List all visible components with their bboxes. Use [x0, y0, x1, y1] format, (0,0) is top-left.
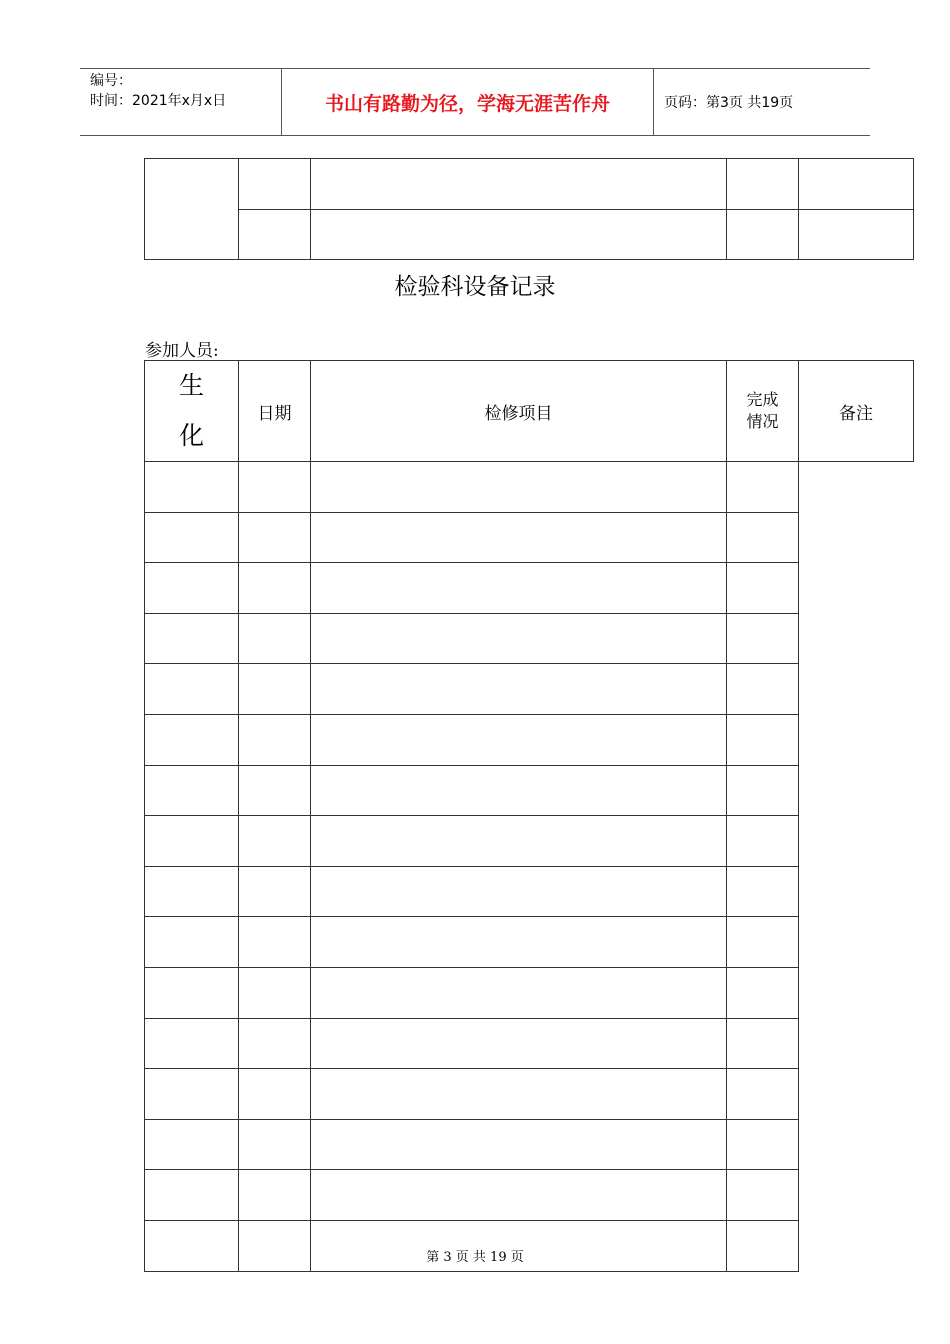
- page-footer: 第 3 页 共 19 页: [426, 1250, 524, 1265]
- remark-cell: [727, 462, 799, 513]
- item-cell: [239, 917, 311, 968]
- table-row: [145, 664, 914, 715]
- status-cell: [311, 1069, 727, 1120]
- status-cell: [727, 209, 799, 260]
- table-row: [145, 1069, 914, 1120]
- status-cell: [727, 159, 799, 210]
- table-row: [145, 209, 914, 260]
- date-cell: [145, 866, 239, 917]
- remark-cell: [727, 714, 799, 765]
- status-cell: [311, 664, 727, 715]
- date-cell: [145, 462, 239, 513]
- item-cell: [239, 1018, 311, 1069]
- status-cell: [311, 714, 727, 765]
- time-label: 时间：2021年x月x日: [90, 93, 227, 109]
- status-cell: [311, 917, 727, 968]
- remark-cell: [727, 1119, 799, 1170]
- item-cell: [239, 613, 311, 664]
- department-char: 生: [178, 371, 204, 400]
- table-row: [145, 1170, 914, 1221]
- remark-cell: [799, 159, 914, 210]
- table-row: [145, 1018, 914, 1069]
- item-cell: [239, 664, 311, 715]
- remark-cell: [727, 563, 799, 614]
- header-divider: [653, 69, 654, 135]
- date-cell: [145, 563, 239, 614]
- item-cell: [239, 866, 311, 917]
- remark-cell: [727, 967, 799, 1018]
- item-cell: [239, 765, 311, 816]
- date-cell: [145, 917, 239, 968]
- date-cell: [145, 1069, 239, 1120]
- remark-cell: [727, 866, 799, 917]
- remark-cell: [727, 1069, 799, 1120]
- header-page-number: 页码：第3页 共19页: [664, 95, 794, 111]
- item-cell: [239, 816, 311, 867]
- header-meta: [90, 71, 280, 111]
- table-row: [145, 613, 914, 664]
- date-cell: [239, 159, 311, 210]
- status-cell: [311, 1119, 727, 1170]
- header-motto: 书山有路勤为径，学海无涯苦作舟: [324, 93, 610, 115]
- table-row: [145, 765, 914, 816]
- date-cell: [145, 1170, 239, 1221]
- item-cell: [239, 563, 311, 614]
- table-row: [145, 967, 914, 1018]
- status-cell: [311, 512, 727, 563]
- date-cell: [145, 765, 239, 816]
- participants-label: 参加人员:: [145, 341, 219, 361]
- continued-table: [144, 158, 914, 260]
- header-item: 检修项目: [311, 361, 727, 462]
- header-row: [145, 361, 914, 462]
- date-cell: [145, 714, 239, 765]
- remark-cell: [799, 209, 914, 260]
- item-cell: [239, 462, 311, 513]
- department-cell: [145, 159, 239, 260]
- date-cell: [145, 816, 239, 867]
- status-cell: [311, 816, 727, 867]
- item-cell: [239, 714, 311, 765]
- date-cell: [239, 209, 311, 260]
- header-status: [727, 361, 799, 462]
- status-cell: [311, 967, 727, 1018]
- date-cell: [145, 613, 239, 664]
- remark-cell: [727, 512, 799, 563]
- table-row: [145, 1119, 914, 1170]
- date-cell: [145, 967, 239, 1018]
- table-row: [145, 563, 914, 614]
- date-cell: [145, 664, 239, 715]
- document-title: 检验科设备记录: [394, 274, 556, 300]
- status-cell: [311, 462, 727, 513]
- header-status-text: 完成情况: [746, 390, 779, 431]
- table-row: [145, 512, 914, 563]
- table-row: [145, 816, 914, 867]
- department-cell: [145, 361, 239, 462]
- remark-cell: [727, 1170, 799, 1221]
- status-cell: [311, 1170, 727, 1221]
- table-row: [145, 917, 914, 968]
- item-cell: [239, 1069, 311, 1120]
- table-row: [145, 866, 914, 917]
- remark-cell: [727, 765, 799, 816]
- equipment-record-table: [144, 360, 914, 1272]
- date-cell: [145, 1119, 239, 1170]
- status-cell: [311, 866, 727, 917]
- table-row: [145, 159, 914, 210]
- remark-cell: [727, 613, 799, 664]
- participants-blank: [219, 343, 319, 361]
- item-cell: [239, 512, 311, 563]
- status-cell: [311, 1018, 727, 1069]
- page-header: [80, 68, 870, 136]
- header-remark: 备注: [799, 361, 914, 462]
- status-cell: [311, 613, 727, 664]
- remark-cell: [727, 917, 799, 968]
- remark-cell: [727, 664, 799, 715]
- item-cell: [311, 159, 727, 210]
- item-cell: [311, 209, 727, 260]
- status-cell: [311, 563, 727, 614]
- item-cell: [239, 967, 311, 1018]
- header-date: 日期: [239, 361, 311, 462]
- department-char: 化: [178, 421, 204, 450]
- table-row: [145, 462, 914, 513]
- number-label: 编号：: [90, 73, 132, 89]
- date-cell: [145, 1018, 239, 1069]
- participants-line: [145, 336, 319, 361]
- item-cell: [239, 1119, 311, 1170]
- item-cell: [239, 1170, 311, 1221]
- status-cell: [311, 765, 727, 816]
- table-row: [145, 714, 914, 765]
- date-cell: [145, 512, 239, 563]
- remark-cell: [727, 816, 799, 867]
- remark-cell: [727, 1018, 799, 1069]
